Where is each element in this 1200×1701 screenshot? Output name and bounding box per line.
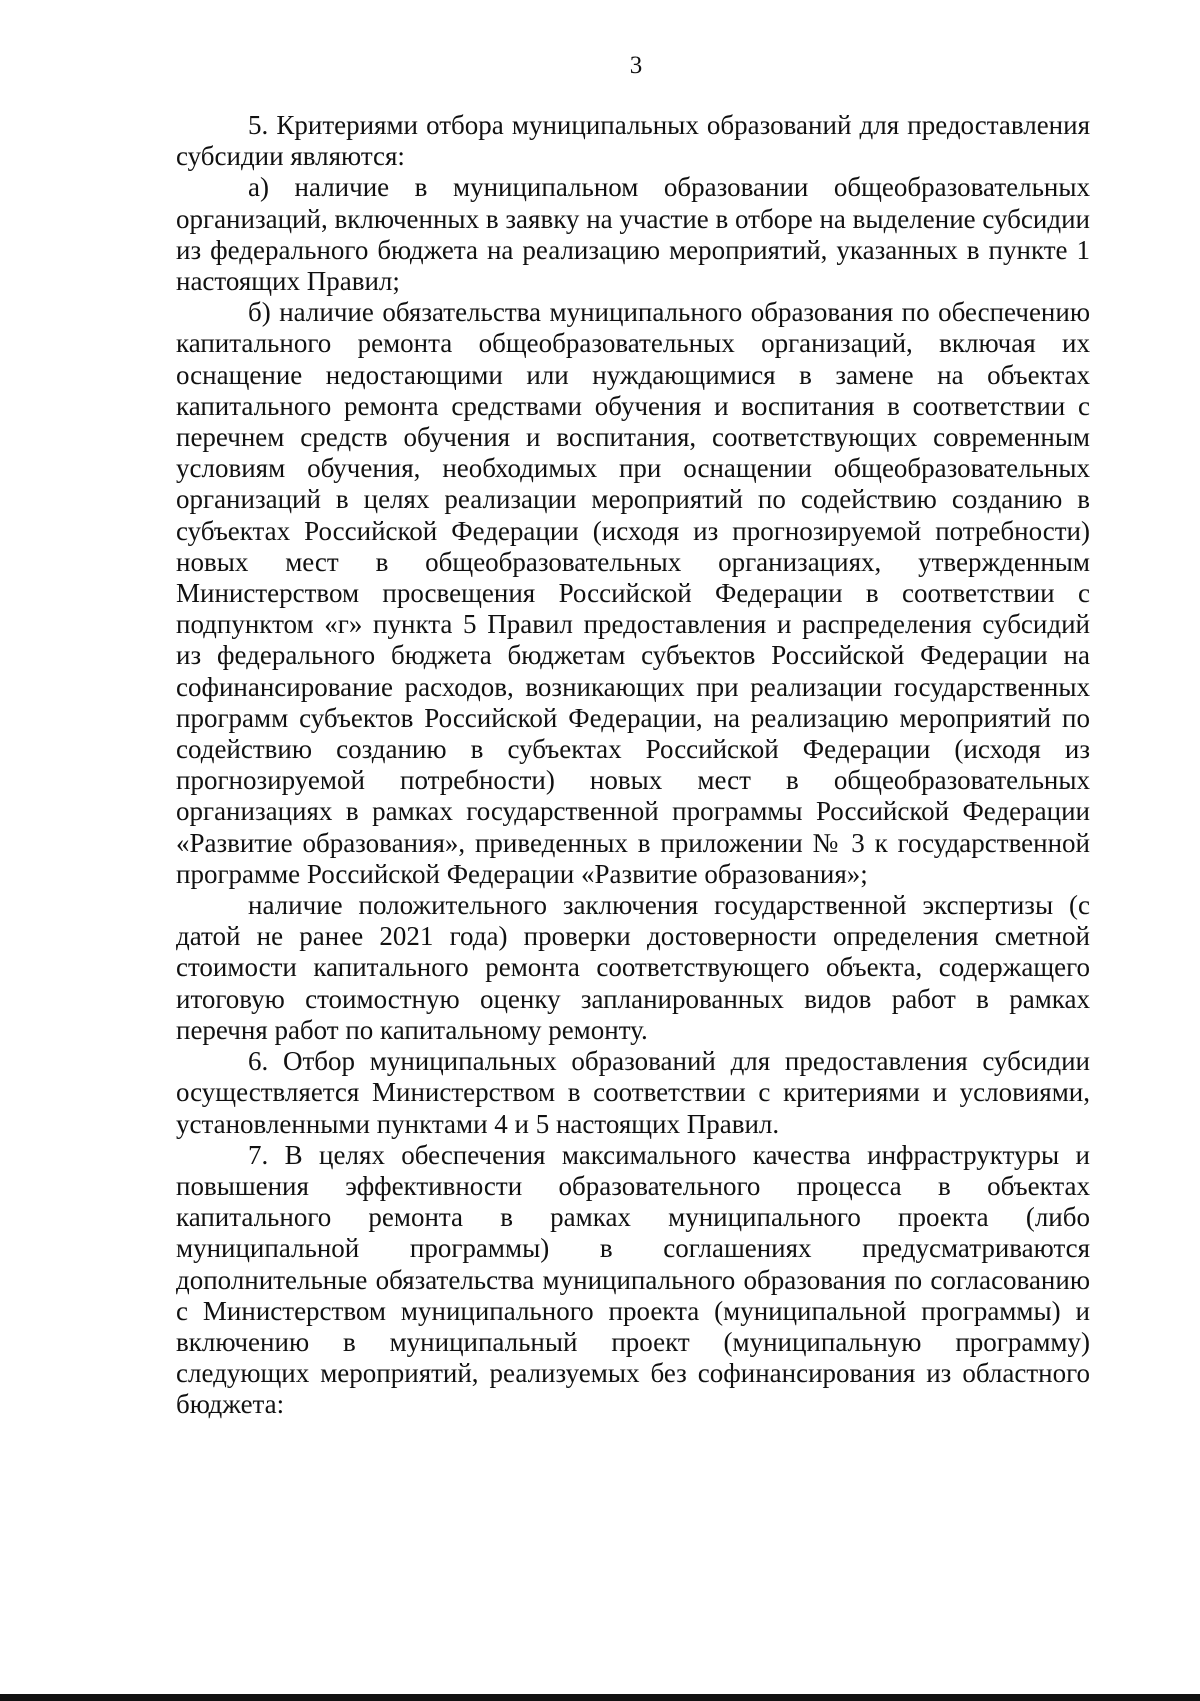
paragraph-selection-procedure: 6. Отбор муниципальных образований для предоставления субсидии осуществляется Министерством в соответствии с критериями и условиями, установленными пунктами 4 и 5 настоящих Правил.: [176, 1046, 1090, 1139]
scan-edge-bar: [0, 1694, 1200, 1701]
paragraph-additional-obligations: 7. В целях обеспечения максимального качества инфраструктуры и повышения эффективности образовательного процесса в объектах капитального ремонта в рамках муниципального проекта (либо муниципальной программы) в соглашениях предусматриваются дополнительные обязательства муниципального образования по согласованию с Министерством муниципального проекта (муниципальной программы) и включению в муниципальный проект (муниципальную программу) следующих мероприятий, реализуемых без софинансирования из областного бюджета:: [176, 1139, 1090, 1420]
paragraph-criteria-intro: 5. Критериями отбора муниципальных образований для предоставления субсидии являются:: [176, 110, 1090, 172]
paragraph-criterion-b: б) наличие обязательства муниципального образования по обеспечению капитального ремонта общеобразовательных организаций, включая их оснащение недостающими или нуждающимися в замене на объектах капитального ремонта средствами обучения и воспитания в соответствии с перечнем средств обучения и воспитания, соответствующих современным условиям обучения, необходимых при оснащении общеобразовательных организаций в целях реализации мероприятий по содействию созданию в субъектах Российской Федерации (исходя из прогнозируемой потребности) новых мест в общеобразовательных организациях, утвержденным Министерством просвещения Российской Федерации в соответствии с подпунктом «г» пункта 5 Правил предоставления и распределения субсидий из федерального бюджета бюджетам субъектов Российской Федерации на софинансирование расходов, возникающих при реализации государственных программ субъектов Российской Федерации, на реализацию мероприятий по содействию созданию в субъектах Российской Федерации (исходя из прогнозируемой потребности) новых мест в общеобразовательных организациях в рамках государственной программы Российской Федерации «Развитие образования», приведенных в приложении № 3 к государственной программе Российской Федерации «Развитие образования»;: [176, 297, 1090, 889]
document-body: [176, 110, 1090, 1421]
page-number: 3: [629, 52, 643, 79]
paragraph-criterion-a: а) наличие в муниципальном образовании общеобразовательных организаций, включенных в заявку на участие в отборе на выделение субсидии из федерального бюджета на реализацию мероприятий, указанных в пункте 1 настоящих Правил;: [176, 172, 1090, 297]
paragraph-expertise-condition: наличие положительного заключения государственной экспертизы (с датой не ранее 2021 года) проверки достоверности определения сметной стоимости капитального ремонта соответствующего объекта, содержащего итоговую стоимостную оценку запланированных видов работ в рамках перечня работ по капитальному ремонту.: [176, 890, 1090, 1045]
